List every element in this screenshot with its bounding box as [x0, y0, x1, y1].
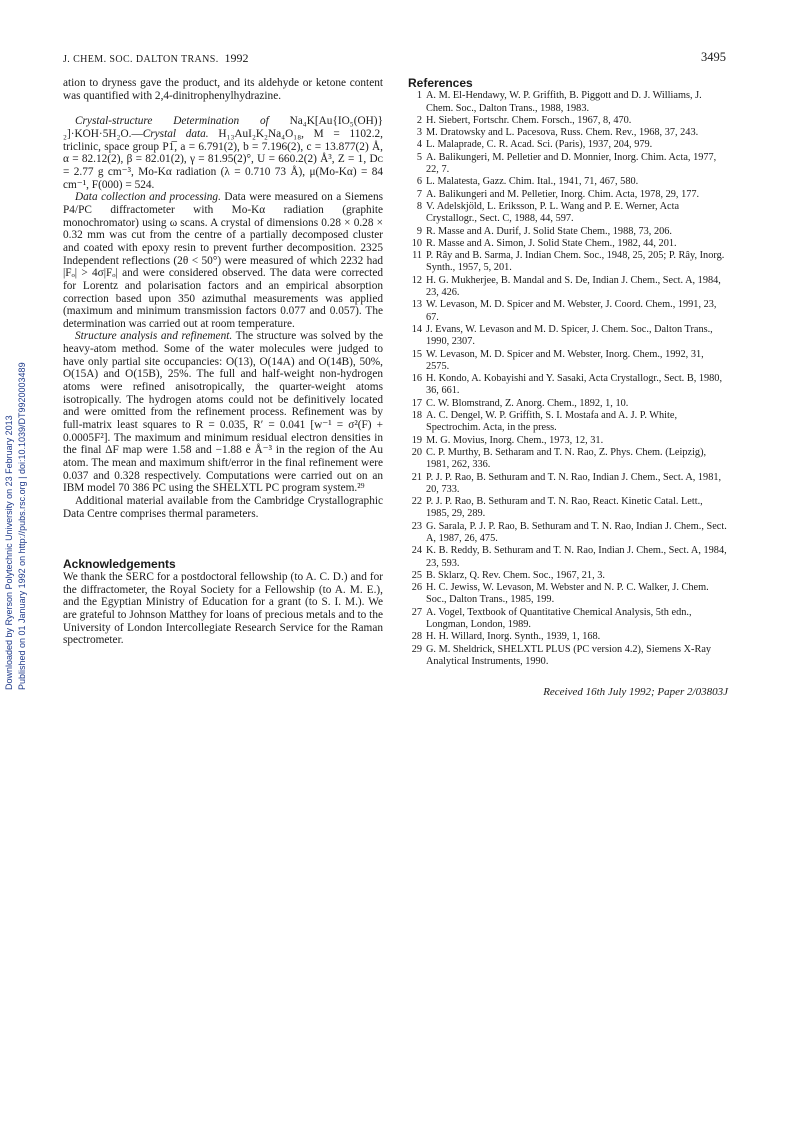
reference-number: 5	[416, 151, 422, 163]
left-column	[63, 77, 383, 647]
reference-item	[408, 644, 728, 669]
references-column	[408, 77, 728, 668]
reference-number: 6	[416, 176, 422, 188]
reference-text: H. C. Jewiss, W. Levason, M. Webster and N. P. C. Walker, J. Chem. Soc., Dalton Trans., 1985, 199.	[426, 582, 709, 606]
reference-number: 21	[411, 471, 422, 483]
page-header	[63, 51, 726, 67]
reference-item	[408, 299, 728, 324]
reference-number: 9	[416, 225, 422, 237]
reference-text: H. G. Mukherjee, B. Mandal and S. De, Indian J. Chem., Sect. A, 1984, 23, 426.	[426, 274, 721, 299]
reference-text: V. Adelskjöld, L. Eriksson, P. L. Wang and P. E. Werner, Acta Crystallogr., Sect. C, 1988, 44, 597.	[426, 200, 680, 225]
reference-item	[408, 115, 728, 127]
reference-item	[408, 127, 728, 139]
data-collection-text: Data were measured on a Siemens P4/PC diffractometer with Mo-Kα radiation (graphite monochromator) using ω scans. A crystal of dimensions 0.28 × 0.28 × 0.32 mm was cut from the centre of a partially decomposed cluster and coated with epoxy resin to prevent further decomposition. 2325 Independent reflections (2θ < 50°) were measured of which 2232 had |Fₒ| > 4σ|Fₒ| and were considered observed. The data were corrected for Lorentz and polarisation factors and an empirical absorption correction based upon 350 azimuthal measurements was applied (maximum and minimum transmission factors 0.077 and 0.057). The determination was carried out at room temperature.	[63, 191, 383, 330]
reference-number: 10	[411, 237, 422, 249]
data-collection-paragraph	[63, 191, 383, 330]
structure-text: The structure was solved by the heavy-atom method. Some of the water molecules were judged to have only partial site occupancies: O(13), O(14A) and O(14B), 50%, O(15A) and O(15B), 25%. The full and half-weight non-hydrogen atoms were refined anisotropically, the quarter-weight atoms isotropically. The hydrogen atoms could not be definitively located and were omitted from the refinement process. Refinement was by full-matrix least squares to R = 0.035, R′ = 0.041 [w⁻¹ = σ²(F) + 0.0005F²]. The maximum and minimum residual electron densities in the final ΔF map were 1.58 and −1.88 e Å⁻³ in the region of the Au atom. The mean and maximum shift/error in the final refinement were 0.037 and 0.328 respectively. Computations were carried out on an IBM model 70 386 PC using the SHELXTL PC program system.²⁹	[63, 330, 383, 495]
reference-number: 2	[416, 114, 422, 126]
reference-item	[408, 545, 728, 570]
reference-number: 11	[412, 250, 422, 262]
reference-number: 23	[411, 520, 422, 532]
reference-number: 26	[411, 582, 422, 594]
reference-text: M. Dratowsky and L. Pacesova, Russ. Chem. Rev., 1968, 37, 243.	[426, 127, 699, 139]
reference-text: P. Rây and B. Sarma, J. Indian Chem. Soc., 1948, 25, 205; P. Rây, Inorg. Synth., 1957, 5, 201.	[426, 250, 725, 274]
structure-label: Structure analysis and refinement.	[75, 330, 233, 343]
reference-number: 12	[411, 274, 422, 286]
reference-text: A. M. El-Hendawy, W. P. Griffith, B. Piggott and D. J. Williams, J. Chem. Soc., Dalton Trans., 1988, 1983.	[426, 90, 702, 114]
reference-text: K. B. Reddy, B. Sethuram and T. N. Rao, Indian J. Chem., Sect. A, 1984, 23, 593.	[426, 545, 727, 569]
reference-item	[408, 275, 728, 300]
reference-number: 29	[411, 643, 422, 655]
reference-item	[408, 570, 728, 582]
reference-text: P. J. P. Rao, B. Sethuram and T. N. Rao, React. Kinetic Catal. Lett., 1985, 29, 289.	[426, 496, 703, 520]
reference-item	[408, 472, 728, 497]
reference-text: H. Siebert, Fortschr. Chem. Forsch., 1967, 8, 470.	[426, 114, 632, 126]
additional-material: Additional material available from the Cambridge Crystallographic Data Centre comprises thermal parameters.	[63, 495, 383, 520]
reference-text: A. Vogel, Textbook of Quantitative Chemical Analysis, 5th edn., Longman, London, 1989.	[426, 606, 692, 631]
reference-number: 13	[411, 299, 422, 311]
reference-number: 4	[416, 139, 422, 151]
reference-text: M. G. Movius, Inorg. Chem., 1973, 12, 31.	[426, 434, 604, 446]
reference-number: 3	[416, 127, 422, 139]
reference-text: A. Balikungeri, M. Pelletier and D. Monnier, Inorg. Chim. Acta, 1977, 22, 7.	[426, 151, 717, 176]
download-watermark	[0, 0, 40, 700]
reference-item	[408, 201, 728, 226]
reference-number: 20	[411, 446, 422, 458]
reference-item	[408, 349, 728, 374]
crystal-heading: Crystal-structure Determination of	[75, 115, 269, 128]
reference-text: W. Levason, M. D. Spicer and M. Webster, J. Coord. Chem., 1991, 23, 67.	[426, 299, 717, 323]
data-collection-label: Data collection and processing.	[75, 191, 221, 204]
reference-item	[408, 139, 728, 151]
crystal-data-label: Crystal data.	[142, 127, 209, 140]
reference-number: 8	[416, 200, 422, 212]
reference-item	[408, 373, 728, 398]
downloaded-notice: Downloaded by Ryerson Polytechnic University on 23 February 2013	[4, 415, 14, 690]
reference-item	[408, 238, 728, 250]
journal-running-title: J. CHEM. SOC. DALTON TRANS. 1992	[63, 51, 249, 65]
reference-text: A. C. Dengel, W. P. Griffith, S. I. Mostafa and A. J. P. White, Spectrochim. Acta, in the press.	[426, 410, 678, 434]
acknowledgements-text: We thank the SERC for a postdoctoral fellowship (to A. C. D.) and for the diffractometer, the Royal Society for a Fellowship (to A. M. E.), and the Egyptian Ministry of Education for a grant (to S. I. M.). We are grateful to Johnson Matthey for loans of precious metals and to the University of London Intercollegiate Research Service for the Raman spectrometer.	[63, 570, 383, 647]
reference-number: 16	[411, 373, 422, 385]
reference-number: 7	[416, 188, 422, 200]
reference-item	[408, 398, 728, 410]
reference-text: G. M. Sheldrick, SHELXTL PLUS (PC version 4.2), Siemens X-Ray Analytical Instruments, 1990.	[426, 643, 712, 667]
reference-item	[408, 607, 728, 632]
reference-text: W. Levason, M. D. Spicer and M. Webster, Inorg. Chem., 1992, 31, 2575.	[426, 348, 704, 372]
reference-number: 19	[411, 434, 422, 446]
crystal-data-text: H₁₃AuI₂K₂Na₄O₁₈, M = 1102.2, triclinic, space group P1̅, a = 6.791(2), b = 7.196(2), c = 13.877(2) Å, α = 82.12(2), β = 82.01(2), γ = 81.95(2)°, U = 660.2(2) Å³, Z = 1, Dᴄ = 2.77 g cm⁻³, Mo-Kα radiation (λ = 0.710 73 Å), μ(Mo-Kα) = 84 cm⁻¹, F(000) = 524.	[63, 127, 383, 191]
reference-text: G. Sarala, P. J. P. Rao, B. Sethuram and T. N. Rao, Indian J. Chem., Sect. A, 1987, 26, 475.	[426, 520, 727, 544]
reference-text: C. W. Blomstrand, Z. Anorg. Chem., 1892, 1, 10.	[426, 397, 629, 409]
reference-text: J. Evans, W. Levason and M. D. Spicer, J. Chem. Soc., Dalton Trans., 1990, 2307.	[426, 323, 713, 348]
reference-number: 28	[411, 631, 422, 643]
intro-paragraph: ation to dryness gave the product, and its aldehyde or ketone content was quantified with 2,4-dinitrophenylhydrazine.	[63, 77, 383, 102]
reference-text: R. Masse and A. Durif, J. Solid State Chem., 1988, 73, 206.	[426, 225, 672, 237]
reference-item	[408, 631, 728, 643]
reference-number: 25	[411, 569, 422, 581]
reference-number: 14	[411, 323, 422, 335]
reference-item	[408, 324, 728, 349]
received-date: Received 16th July 1992; Paper 2/03803J	[543, 686, 728, 698]
structure-paragraph	[63, 330, 383, 495]
reference-text: L. Malatesta, Gazz. Chim. Ital., 1941, 71, 467, 580.	[426, 176, 639, 188]
reference-text: R. Masse and A. Simon, J. Solid State Chem., 1982, 44, 201.	[426, 237, 677, 249]
crystal-paragraph: Crystal-structure Determination of Na₄K[Au{IO₅(OH)}₂]·KOH·5H₂O.—Crystal data. H₁₃AuI₂K₂Na₄O₁₈, M = 1102.2, triclinic, space group P1̅, a = 6.791(2), b = 7.196(2), c = 13.877(2) Å, α = 82.12(2), β = 82.01(2), γ = 81.95(2)°, U = 660.2(2) Å³, Z = 1, Dᴄ = 2.77 g cm⁻³, Mo-Kα radiation (λ = 0.710 73 Å), μ(Mo-Kα) = 84 cm⁻¹, F(000) = 524.	[63, 115, 383, 191]
reference-item	[408, 435, 728, 447]
reference-number: 18	[411, 410, 422, 422]
reference-text: H. Kondo, A. Kobayishi and Y. Sasaki, Acta Crystallogr., Sect. B, 1980, 36, 661.	[426, 373, 723, 397]
reference-item	[408, 152, 728, 177]
page-number: 3495	[701, 50, 726, 64]
reference-text: H. H. Willard, Inorg. Synth., 1939, 1, 168.	[426, 631, 601, 643]
reference-text: C. P. Murthy, B. Setharam and T. N. Rao, Z. Phys. Chem. (Leipzig), 1981, 262, 336.	[426, 446, 707, 471]
reference-number: 15	[411, 348, 422, 360]
crystal-formula: Na₄K[Au{IO₅(OH)}₂]·KOH·5H₂O.	[63, 115, 383, 140]
reference-number: 17	[411, 397, 422, 409]
reference-item	[408, 582, 728, 607]
reference-number: 27	[411, 606, 422, 618]
reference-item	[408, 410, 728, 435]
reference-number: 24	[411, 545, 422, 557]
reference-item	[408, 90, 728, 115]
reference-item	[408, 521, 728, 546]
reference-text: P. J. P. Rao, B. Sethuram and T. N. Rao, Indian J. Chem., Sect. A, 1981, 20, 733.	[426, 471, 722, 495]
reference-text: B. Sklarz, Q. Rev. Chem. Soc., 1967, 21, 3.	[426, 569, 605, 581]
reference-text: A. Balikungeri and M. Pelletier, Inorg. Chim. Acta, 1978, 29, 177.	[426, 188, 700, 200]
reference-text: L. Malaprade, C. R. Acad. Sci. (Paris), 1937, 204, 979.	[426, 139, 653, 151]
reference-item	[408, 176, 728, 188]
reference-item	[408, 447, 728, 472]
reference-number: 22	[411, 496, 422, 508]
published-notice: Published on 01 January 1992 on http://pubs.rsc.org | doi:10.1039/DT9920003489	[17, 362, 27, 690]
reference-item	[408, 189, 728, 201]
reference-item	[408, 250, 728, 275]
reference-item	[408, 226, 728, 238]
reference-list	[408, 90, 728, 668]
reference-item	[408, 496, 728, 521]
acknowledgements-heading: Acknowledgements	[63, 557, 176, 572]
journal-year: 1992	[224, 51, 249, 65]
reference-number: 1	[416, 90, 422, 102]
references-heading: References	[408, 76, 473, 90]
